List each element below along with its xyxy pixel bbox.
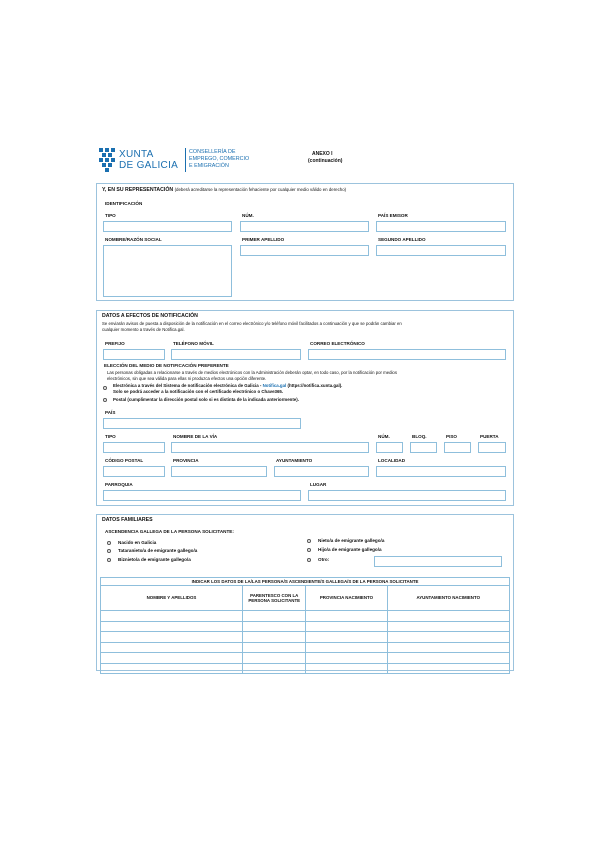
num-label: NÚM. bbox=[242, 213, 254, 218]
pais-field[interactable] bbox=[103, 418, 301, 429]
correo-label: CORREO ELECTRÓNICO bbox=[310, 341, 365, 346]
ascendencia-label: ASCENDENCIA GALLEGA DE LA PERSONA SOLICITANTE: bbox=[105, 529, 234, 534]
provincia-field[interactable] bbox=[171, 466, 267, 477]
annex-title: ANEXO I bbox=[312, 151, 333, 157]
pais-emisor-label: PAÍS EMISOR bbox=[378, 213, 408, 218]
via-nombre-field[interactable] bbox=[171, 442, 369, 453]
ascendant-table bbox=[100, 577, 510, 674]
primer-apellido-field[interactable] bbox=[240, 245, 369, 256]
table-cell[interactable] bbox=[306, 611, 387, 622]
opt-nieto-label: Nieto/a de emigrante gallego/a bbox=[318, 538, 385, 543]
dept-line1: CONSELLERÍA DE bbox=[189, 149, 236, 155]
notification-intro-1: Se enviarán avisos de puesta a disposición de la notificación en el correo electrónico y/o teléfono móvil facilitados a continuación y que se podrán cambiar en bbox=[102, 321, 402, 326]
postal-radio[interactable] bbox=[103, 398, 107, 402]
table-cell[interactable] bbox=[242, 611, 305, 622]
table-cell[interactable] bbox=[242, 653, 305, 664]
prefijo-label: PREFIJO bbox=[105, 341, 125, 346]
table-cell[interactable] bbox=[101, 621, 243, 632]
electronic-radio[interactable] bbox=[103, 386, 107, 390]
notification-intro-2: cualquier momento a través de Notifica.gal. bbox=[102, 327, 185, 332]
dept-line3: E EMIGRACIÓN bbox=[189, 163, 229, 169]
table-cell[interactable] bbox=[387, 632, 510, 643]
family-title: DATOS FAMILIARES bbox=[102, 517, 153, 523]
piso-field[interactable] bbox=[444, 442, 471, 453]
col-parentesco: PARENTESCO CON LA PERSONA SOLICITANTE bbox=[242, 586, 305, 611]
via-tipo-field[interactable] bbox=[103, 442, 165, 453]
table-cell[interactable] bbox=[242, 663, 305, 674]
option-electronic-note: Solo se podrá acceder a la notificación con el certificado electrónico o Chave365. bbox=[113, 389, 284, 394]
xunta-logo-icon bbox=[99, 148, 116, 172]
table-cell[interactable] bbox=[242, 642, 305, 653]
table-row bbox=[101, 632, 510, 643]
logo-text-line2: DE GALICIA bbox=[119, 160, 179, 171]
lugar-label: LUGAR bbox=[310, 482, 327, 487]
opt-nieto-radio[interactable] bbox=[307, 539, 311, 543]
otro-field[interactable] bbox=[374, 556, 502, 567]
table-cell[interactable] bbox=[101, 653, 243, 664]
col-provincia: PROVINCIA NACIMIENTO bbox=[306, 586, 387, 611]
opt-tataranieto-radio[interactable] bbox=[107, 549, 111, 553]
provincia-label: PROVINCIA bbox=[173, 458, 199, 463]
option-postal: Postal (cumplimentar la dirección postal solo si es distinta de la indicada anteriormente). bbox=[113, 397, 299, 402]
bloq-field[interactable] bbox=[410, 442, 437, 453]
ascendant-table-title: INDICAR LOS DATOS DE LA/LAS PERSONA/S ASCENDIENTE/S GALLEGA/S DE LA PERSONA SOLICITANTE bbox=[101, 578, 510, 586]
opt-nacido-radio[interactable] bbox=[107, 541, 111, 545]
table-cell[interactable] bbox=[387, 642, 510, 653]
opt-hijo-radio[interactable] bbox=[307, 548, 311, 552]
localidad-field[interactable] bbox=[376, 466, 506, 477]
opt-otro-radio[interactable] bbox=[307, 558, 311, 562]
opt-hijo-label: Hijo/a de emigrante gallego/a bbox=[318, 547, 382, 552]
nombre-label: NOMBRE/RAZÓN SOCIAL bbox=[105, 237, 162, 242]
piso-label: PISO bbox=[446, 434, 457, 439]
medio-text-1: Las personas obligadas a relacionarse a través de medios electrónicos con la Administración deberán optar, en todo caso, por la notificación por medios bbox=[107, 370, 397, 375]
pais-emisor-field[interactable] bbox=[376, 221, 506, 232]
puerta-label: PUERTA bbox=[480, 434, 499, 439]
table-cell[interactable] bbox=[306, 653, 387, 664]
ascendant-table-body bbox=[101, 611, 510, 674]
bloq-label: BLOQ. bbox=[412, 434, 427, 439]
logo-text-line1: XUNTA bbox=[119, 149, 154, 160]
opt-biznieto-label: Biznieto/a de emigrante gallego/a bbox=[118, 557, 191, 562]
table-cell[interactable] bbox=[101, 642, 243, 653]
table-cell[interactable] bbox=[101, 632, 243, 643]
representation-title: Y, EN SU REPRESENTACIÓN bbox=[102, 187, 174, 193]
telefono-label: TELÉFONO MÓVIL bbox=[173, 341, 214, 346]
medio-title: ELECCIÓN DEL MEDIO DE NOTIFICACIÓN PREFERENTE bbox=[104, 363, 229, 368]
tipo-field[interactable] bbox=[103, 221, 232, 232]
medio-text-2: electrónicos, sin que sea válida para ellas ni produzca efectos una opción diferente. bbox=[107, 376, 267, 381]
logo-divider bbox=[185, 148, 186, 172]
opt-biznieto-radio[interactable] bbox=[107, 558, 111, 562]
ayuntamiento-field[interactable] bbox=[274, 466, 369, 477]
table-row bbox=[101, 653, 510, 664]
correo-field[interactable] bbox=[308, 349, 506, 360]
col-ayuntamiento: AYUNTAMIENTO NACIMIENTO bbox=[387, 586, 510, 611]
opt-nacido-label: Nacido en Galicia bbox=[118, 540, 157, 545]
table-cell[interactable] bbox=[101, 611, 243, 622]
notifica-link[interactable]: Notifica.gal bbox=[262, 383, 287, 388]
parroquia-field[interactable] bbox=[103, 490, 301, 501]
puerta-field[interactable] bbox=[478, 442, 506, 453]
representation-note: (deberá acreditarse la representación fehaciente por cualquier medio válido en derecho) bbox=[174, 187, 347, 192]
primer-apellido-label: PRIMER APELLIDO bbox=[242, 237, 285, 242]
notification-title: DATOS A EFECTOS DE NOTIFICACIÓN bbox=[102, 313, 198, 319]
table-row bbox=[101, 611, 510, 622]
table-cell[interactable] bbox=[387, 653, 510, 664]
col-nombre: NOMBRE Y APELLIDOS bbox=[101, 586, 243, 611]
opt-tataranieto-label: Tataranieto/a de emigrante gallego/a bbox=[118, 548, 198, 553]
ayuntamiento-label: AYUNTAMIENTO bbox=[276, 458, 313, 463]
option-electronic-text: Electrónica a través del Sistema de notificación electrónica de Galicia - bbox=[113, 383, 262, 388]
via-tipo-label: TIPO bbox=[105, 434, 116, 439]
tipo-label: TIPO bbox=[105, 213, 116, 218]
codigo-postal-label: CÓDIGO POSTAL bbox=[105, 458, 144, 463]
table-cell[interactable] bbox=[242, 621, 305, 632]
table-cell[interactable] bbox=[306, 642, 387, 653]
telefono-field[interactable] bbox=[171, 349, 301, 360]
table-cell[interactable] bbox=[306, 632, 387, 643]
table-row bbox=[101, 621, 510, 632]
lugar-field[interactable] bbox=[308, 490, 506, 501]
via-num-label: NÚM. bbox=[378, 434, 390, 439]
pais-label: PAÍS bbox=[105, 410, 116, 415]
table-cell[interactable] bbox=[306, 621, 387, 632]
prefijo-field[interactable] bbox=[103, 349, 165, 360]
annex-subtitle: (continuación) bbox=[308, 158, 343, 164]
table-cell[interactable] bbox=[242, 632, 305, 643]
table-row bbox=[101, 663, 510, 674]
table-cell[interactable] bbox=[306, 663, 387, 674]
representation-title-row bbox=[102, 188, 346, 193]
table-cell[interactable] bbox=[387, 621, 510, 632]
via-num-field[interactable] bbox=[376, 442, 403, 453]
parroquia-label: PARROQUIA bbox=[105, 482, 133, 487]
opt-otro-label: Otro: bbox=[318, 557, 330, 562]
option-electronic-url: (https://notifica.xunta.gal). bbox=[287, 383, 343, 388]
segundo-apellido-label: SEGUNDO APELLIDO bbox=[378, 237, 426, 242]
table-row bbox=[101, 642, 510, 653]
identification-label: IDENTIFICACIÓN bbox=[105, 201, 143, 206]
via-nombre-label: NOMBRE DE LA VÍA bbox=[173, 434, 218, 439]
segundo-apellido-field[interactable] bbox=[376, 245, 506, 256]
num-field[interactable] bbox=[240, 221, 369, 232]
dept-line2: EMPREGO, COMERCIO bbox=[189, 156, 250, 162]
localidad-label: LOCALIDAD bbox=[378, 458, 406, 463]
codigo-postal-field[interactable] bbox=[103, 466, 165, 477]
table-cell[interactable] bbox=[101, 663, 243, 674]
option-electronic bbox=[113, 384, 342, 388]
nombre-field[interactable] bbox=[103, 245, 232, 297]
table-cell[interactable] bbox=[387, 663, 510, 674]
table-cell[interactable] bbox=[387, 611, 510, 622]
